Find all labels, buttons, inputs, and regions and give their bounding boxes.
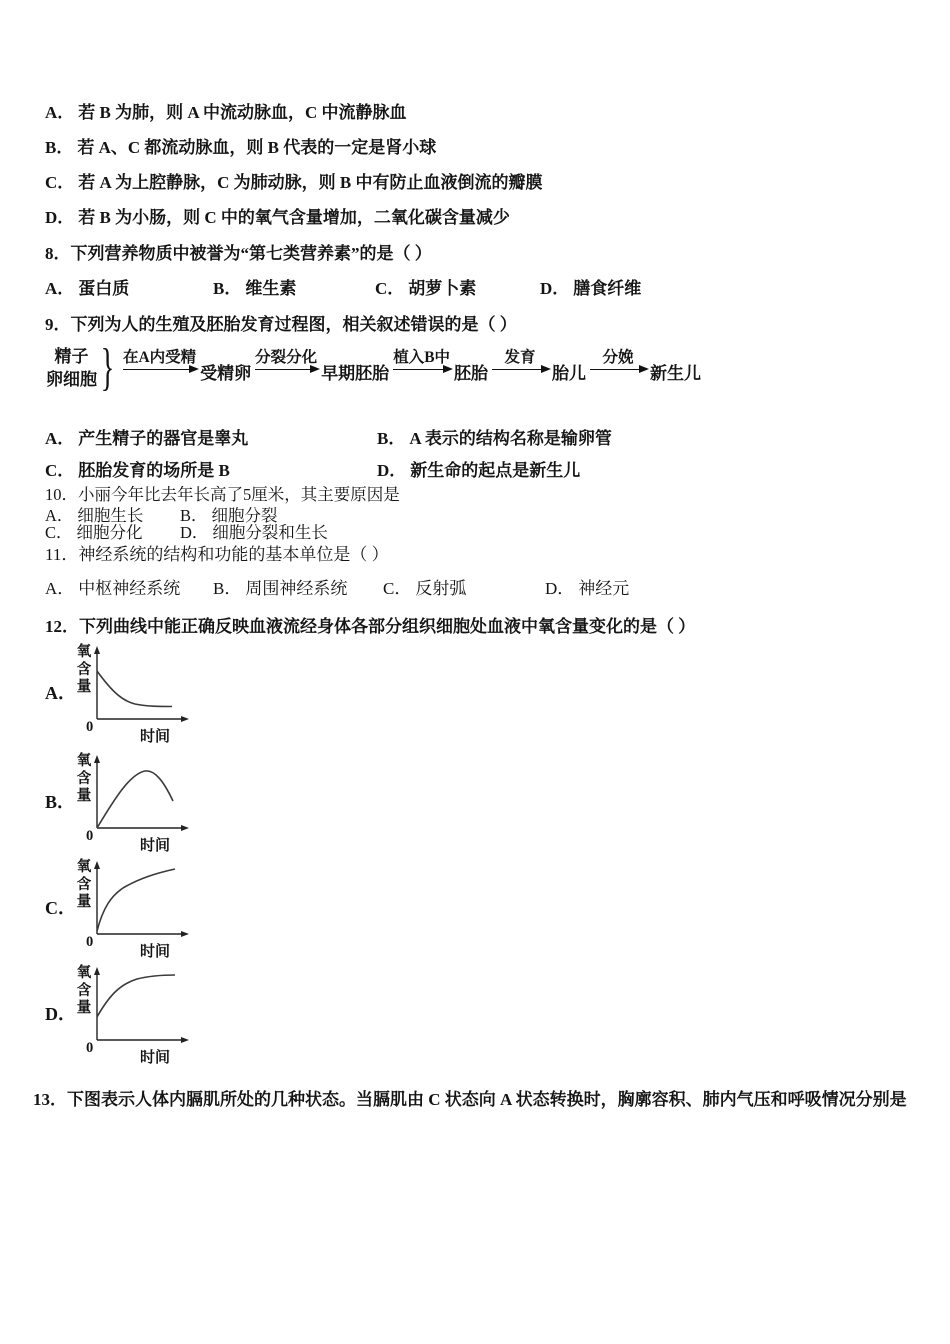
q9-option-b-text: A 表示的结构名称是输卵管 bbox=[409, 429, 612, 448]
q12-graph-c-ylabel: 氧含量 bbox=[76, 859, 92, 910]
q7-option-b bbox=[45, 133, 436, 158]
q8-options-row bbox=[0, 274, 950, 298]
flowchart-arrow-4 bbox=[492, 348, 548, 370]
q7-option-c-letter: C． bbox=[45, 173, 75, 192]
q10-option-c-letter: C． bbox=[45, 523, 73, 542]
flowchart-arrow-3-label: 植入B中 bbox=[393, 349, 451, 366]
flowchart-step-2 bbox=[252, 349, 390, 383]
q11-option-b bbox=[213, 574, 347, 599]
q12-graph-c bbox=[45, 856, 275, 962]
q11-option-c bbox=[383, 574, 466, 599]
q8-option-d-letter: D． bbox=[540, 279, 570, 298]
q7-option-d-letter: D． bbox=[45, 208, 75, 227]
q10-option-b-text: 细胞分裂 bbox=[211, 506, 278, 525]
q12-stem: 12．下列曲线中能正确反映血液流经身体各部分组织细胞处血液中氧含量变化的是（ ） bbox=[45, 617, 696, 636]
q12-graph-a-ylabel: 氧含量 bbox=[76, 644, 92, 695]
q10-option-c-text: 细胞分化 bbox=[76, 523, 143, 542]
arrow-line-icon bbox=[123, 369, 196, 370]
q10-option-a-letter: A． bbox=[45, 506, 74, 525]
flowchart-step-5 bbox=[587, 349, 702, 383]
flowchart-arrow-2-label: 分裂分化 bbox=[255, 349, 318, 366]
q8-option-b bbox=[213, 274, 296, 299]
q11-option-d-text: 神经元 bbox=[578, 579, 630, 598]
q9-option-a-text: 产生精子的器官是睾丸 bbox=[78, 429, 249, 448]
q9-option-b-letter: B． bbox=[377, 429, 406, 448]
q8-stem: 8．下列营养物质中被誉为“第七类营养素”的是（ ） bbox=[45, 244, 432, 263]
svg-text:时间: 时间 bbox=[139, 729, 171, 745]
q12-graph-b-ylabel: 氧含量 bbox=[76, 753, 92, 804]
flowchart-arrow-1-label: 在A内受精 bbox=[122, 349, 197, 366]
svg-text:时间: 时间 bbox=[139, 838, 171, 854]
flowchart-node-zygote: 受精卵 bbox=[200, 363, 252, 383]
svg-text:0: 0 bbox=[86, 719, 94, 735]
svg-text:0: 0 bbox=[86, 934, 94, 950]
q7-option-c-text: 若 A 为上腔静脉，C 为肺动脉，则 B 中有防止血液倒流的瓣膜 bbox=[78, 173, 543, 192]
q7-option-a-text: 若 B 为肺，则 A 中流动脉血，C 中流静脉血 bbox=[78, 103, 407, 122]
q11-option-c-letter: C． bbox=[383, 579, 412, 598]
q8-option-d bbox=[540, 274, 641, 299]
q9-option-a bbox=[45, 424, 248, 449]
flowchart-input-egg: 卵细胞 bbox=[46, 370, 97, 389]
q10-option-a-text: 细胞生长 bbox=[77, 506, 144, 525]
q10-option-b-letter: B． bbox=[180, 506, 208, 525]
q9-option-d-letter: D． bbox=[377, 461, 407, 480]
q10-stem: 10．小丽今年比去年长高了5厘米，其主要原因是 bbox=[45, 485, 400, 504]
q7-option-a bbox=[45, 98, 407, 123]
svg-text:时间: 时间 bbox=[139, 944, 171, 960]
q9-option-a-letter: A． bbox=[45, 429, 75, 448]
flowchart-node-early-embryo: 早期胚胎 bbox=[321, 363, 390, 383]
q12-graph-b bbox=[45, 750, 275, 856]
q8-option-c bbox=[375, 274, 476, 299]
q11-option-d-letter: D． bbox=[545, 579, 575, 598]
flowchart-arrow-5 bbox=[590, 348, 646, 370]
q12-graph-a-letter: A． bbox=[45, 683, 76, 703]
q12-graph-c-letter: C． bbox=[45, 898, 76, 918]
q7-option-b-text: 若 A、C 都流动脉血，则 B 代表的一定是肾小球 bbox=[77, 138, 437, 157]
q12-graph-c-plot bbox=[85, 856, 200, 962]
q7-option-b-letter: B． bbox=[45, 138, 74, 157]
q9-options-row-1 bbox=[0, 424, 950, 448]
q11-option-c-text: 反射弧 bbox=[415, 579, 467, 598]
q12-graph-d-ylabel: 氧含量 bbox=[76, 965, 92, 1016]
q9-stem: 9．下列为人的生殖及胚胎发育过程图，相关叙述错误的是（ ） bbox=[45, 315, 517, 334]
q9-option-c bbox=[45, 456, 230, 481]
q8-option-a bbox=[45, 274, 129, 299]
q8-option-c-letter: C． bbox=[375, 279, 405, 298]
q9-option-b bbox=[377, 424, 612, 449]
q12-graph-a-plot bbox=[85, 641, 200, 747]
q12-graph-d bbox=[45, 962, 275, 1068]
arrow-line-icon bbox=[255, 369, 317, 370]
arrow-line-icon bbox=[590, 369, 646, 370]
q10-option-d-letter: D． bbox=[180, 523, 209, 542]
flowchart-arrow-3 bbox=[393, 348, 450, 370]
flowchart-input-sperm: 精子 bbox=[54, 347, 89, 366]
q8-option-a-text: 蛋白质 bbox=[78, 279, 130, 298]
arrow-line-icon bbox=[492, 369, 548, 370]
flowchart-arrow-4-label: 发育 bbox=[504, 349, 536, 366]
q11-option-a bbox=[45, 574, 180, 599]
q7-option-d-text: 若 B 为小肠，则 C 中的氧气含量增加，二氧化碳含量减少 bbox=[78, 208, 510, 227]
flowchart-inputs bbox=[46, 345, 97, 391]
q11-option-b-letter: B． bbox=[213, 579, 242, 598]
flowchart-node-fetus: 胎儿 bbox=[552, 363, 587, 383]
q9-option-c-text: 胚胎发育的场所是 B bbox=[78, 461, 230, 480]
q9-option-d-text: 新生命的起点是新生儿 bbox=[410, 461, 581, 480]
q7-option-c bbox=[45, 168, 543, 193]
q11-option-d bbox=[545, 574, 629, 599]
q10-option-d-text: 细胞分裂和生长 bbox=[212, 523, 328, 542]
q12-graph-b-plot bbox=[85, 750, 200, 856]
flowchart-step-4 bbox=[489, 349, 587, 383]
arrow-line-icon bbox=[393, 369, 450, 370]
q7-option-d bbox=[45, 203, 510, 228]
flowchart-node-newborn: 新生儿 bbox=[650, 363, 702, 383]
flowchart-brace: } bbox=[100, 339, 115, 396]
q11-option-a-letter: A． bbox=[45, 579, 75, 598]
q8-option-d-text: 膳食纤维 bbox=[573, 279, 642, 298]
q11-stem: 11．神经系统的结构和功能的基本单位是（ ） bbox=[45, 545, 389, 564]
q8-option-b-letter: B． bbox=[213, 279, 242, 298]
q12-graph-a bbox=[45, 641, 275, 747]
q11-options-row bbox=[0, 574, 950, 598]
q8-option-b-text: 维生素 bbox=[245, 279, 297, 298]
flowchart-step-3 bbox=[390, 349, 489, 383]
q12-graph-d-letter: D． bbox=[45, 1004, 76, 1024]
q9-option-d bbox=[377, 456, 580, 481]
q12-graph-d-plot bbox=[85, 962, 200, 1068]
q8-option-c-text: 胡萝卜素 bbox=[408, 279, 477, 298]
flowchart-arrow-2 bbox=[255, 348, 317, 370]
flowchart-node-embryo: 胚胎 bbox=[454, 363, 489, 383]
q9-flowchart-diagram bbox=[46, 339, 702, 396]
flowchart-arrow-5-label: 分娩 bbox=[602, 349, 634, 366]
q7-option-a-letter: A． bbox=[45, 103, 75, 122]
q9-options-row-2 bbox=[0, 456, 950, 480]
q11-option-b-text: 周围神经系统 bbox=[245, 579, 348, 598]
flowchart-arrow-1 bbox=[123, 348, 196, 370]
svg-text:0: 0 bbox=[86, 1040, 94, 1056]
flowchart-step-1 bbox=[120, 349, 252, 383]
q12-graph-b-letter: B． bbox=[45, 792, 76, 812]
svg-text:时间: 时间 bbox=[139, 1050, 171, 1066]
q11-option-a-text: 中枢神经系统 bbox=[78, 579, 181, 598]
q9-option-c-letter: C． bbox=[45, 461, 75, 480]
q13-stem: 13．下图表示人体内膈肌所处的几种状态。当膈肌由 C 状态向 A 状态转换时，胸廓容积、肺内气压和呼吸情况分别是 bbox=[33, 1090, 907, 1109]
q8-option-a-letter: A． bbox=[45, 279, 75, 298]
svg-text:0: 0 bbox=[86, 828, 94, 844]
